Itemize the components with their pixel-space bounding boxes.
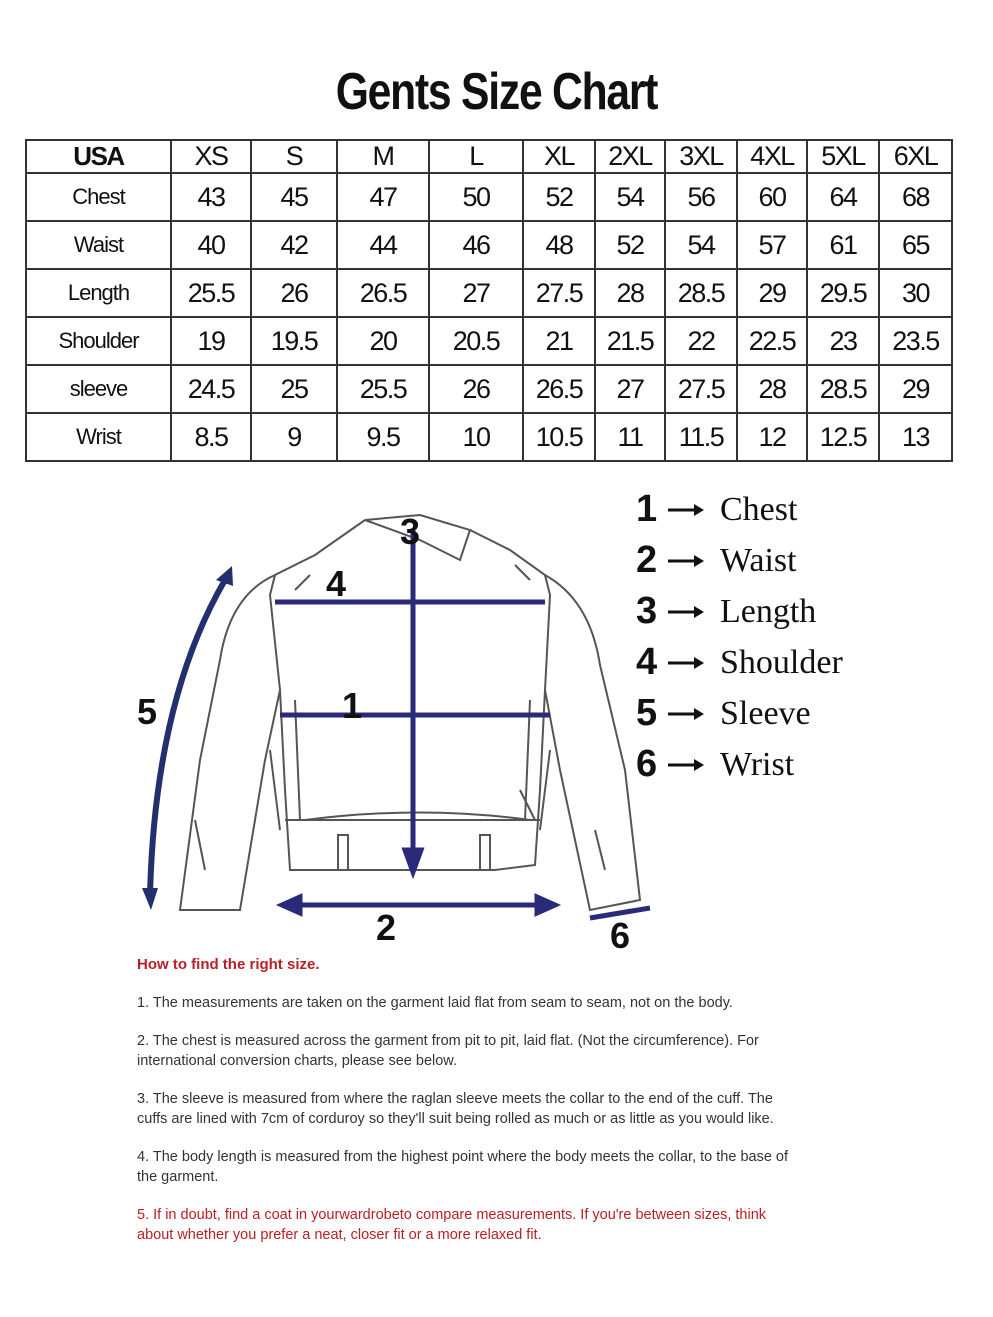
table-header-cell: 6XL (879, 140, 952, 173)
legend-number: 4 (636, 641, 658, 683)
table-cell: 26.5 (337, 269, 429, 317)
legend-label: Shoulder (720, 643, 843, 681)
table-header-cell: XS (171, 140, 251, 173)
table-cell: 10.5 (523, 413, 595, 461)
table-cell: 12 (737, 413, 807, 461)
table-cell: 21 (523, 317, 595, 365)
waist-arrowhead-right (537, 897, 555, 913)
note-item-1: 1. The measurements are taken on the garment laid flat from seam to seam, not on the body. (137, 994, 733, 1011)
table-row (26, 173, 952, 221)
table-cell: 28.5 (665, 269, 737, 317)
table-cell: 47 (337, 173, 429, 221)
sizing-notes (137, 955, 797, 1264)
marker-3: 3 (400, 511, 421, 552)
table-cell: 45 (251, 173, 337, 221)
table-cell: 50 (429, 173, 523, 221)
right-arrow-icon (666, 500, 706, 520)
legend-label: Length (720, 592, 817, 630)
table-header-row (26, 140, 952, 173)
table-header-cell: 2XL (595, 140, 665, 173)
table-cell: 54 (665, 221, 737, 269)
table-cell: 8.5 (171, 413, 251, 461)
table-cell: 25 (251, 365, 337, 413)
right-arrow-icon (666, 653, 706, 673)
marker-1: 1 (342, 685, 363, 726)
legend-number: 2 (636, 539, 658, 581)
table-cell: 22 (665, 317, 737, 365)
table-cell: 29.5 (807, 269, 879, 317)
page-title: Gents Size Chart (335, 63, 658, 121)
table-cell: 25.5 (171, 269, 251, 317)
legend-label: Chest (720, 490, 798, 528)
table-cell: 28 (737, 365, 807, 413)
table-row (26, 317, 952, 365)
table-cell: 9 (251, 413, 337, 461)
table-cell: 61 (807, 221, 879, 269)
table-cell: 21.5 (595, 317, 665, 365)
row-label: Waist (26, 221, 171, 269)
table-header-cell: M (337, 140, 429, 173)
table-cell: 23 (807, 317, 879, 365)
table-cell: 27 (429, 269, 523, 317)
legend-number: 6 (636, 743, 658, 785)
marker-5: 5 (137, 691, 158, 732)
table-cell: 11 (595, 413, 665, 461)
table-cell: 24.5 (171, 365, 251, 413)
table-cell: 19 (171, 317, 251, 365)
table-cell: 9.5 (337, 413, 429, 461)
table-cell: 48 (523, 221, 595, 269)
table-cell: 54 (595, 173, 665, 221)
table-cell: 68 (879, 173, 952, 221)
right-arrow-icon (666, 755, 706, 775)
table-cell: 27.5 (523, 269, 595, 317)
table-cell: 26 (251, 269, 337, 317)
table-cell: 44 (337, 221, 429, 269)
table-cell: 56 (665, 173, 737, 221)
legend-item (636, 637, 966, 688)
table-header-cell: XL (523, 140, 595, 173)
table-cell: 52 (523, 173, 595, 221)
row-label: Shoulder (26, 317, 171, 365)
table-cell: 57 (737, 221, 807, 269)
marker-6: 6 (610, 915, 631, 956)
table-cell: 40 (171, 221, 251, 269)
right-arrow-icon (666, 602, 706, 622)
legend-number: 5 (636, 692, 658, 734)
table-header-cell: S (251, 140, 337, 173)
note-item-5: 5. If in doubt, find a coat in yourwardrobeto compare measurements. If you're between sizes, think about whether you prefer a neat, closer fit or a more relaxed fit. (137, 1207, 767, 1243)
table-cell: 23.5 (879, 317, 952, 365)
table-cell: 42 (251, 221, 337, 269)
table-header-cell: L (429, 140, 523, 173)
legend-number: 3 (636, 590, 658, 632)
right-arrow-icon (666, 551, 706, 571)
table-cell: 46 (429, 221, 523, 269)
table-cell: 65 (879, 221, 952, 269)
table-cell: 25.5 (337, 365, 429, 413)
row-label: Chest (26, 173, 171, 221)
table-cell: 52 (595, 221, 665, 269)
notes-heading: How to find the right size. (137, 956, 320, 973)
table-cell: 27.5 (665, 365, 737, 413)
table-cell: 64 (807, 173, 879, 221)
table-cell: 29 (879, 365, 952, 413)
legend-item (636, 484, 966, 535)
jacket-diagram (120, 500, 660, 960)
note-item-4: 4. The body length is measured from the highest point where the body meets the collar, to the base of the garment. (137, 1149, 789, 1185)
table-cell: 26 (429, 365, 523, 413)
table-cell: 28 (595, 269, 665, 317)
table-row (26, 365, 952, 413)
row-label: sleeve (26, 365, 171, 413)
marker-4: 4 (326, 563, 347, 604)
table-header-cell: 3XL (665, 140, 737, 173)
table-row (26, 221, 952, 269)
size-chart-table (25, 139, 953, 462)
table-cell: 27 (595, 365, 665, 413)
table-cell: 13 (879, 413, 952, 461)
table-row (26, 413, 952, 461)
table-cell: 22.5 (737, 317, 807, 365)
table-header-cell: 5XL (807, 140, 879, 173)
table-cell: 20.5 (429, 317, 523, 365)
table-cell: 30 (879, 269, 952, 317)
measurement-legend (636, 484, 966, 790)
table-cell: 12.5 (807, 413, 879, 461)
legend-number: 1 (636, 488, 658, 530)
table-cell: 60 (737, 173, 807, 221)
waist-arrowhead-left (282, 897, 300, 913)
legend-label: Sleeve (720, 694, 811, 732)
diagram-markers (137, 511, 630, 956)
table-cell: 11.5 (665, 413, 737, 461)
row-label: Wrist (26, 413, 171, 461)
legend-label: Wrist (720, 745, 795, 783)
table-cell: 28.5 (807, 365, 879, 413)
note-item-2: 2. The chest is measured across the garment from pit to pit, laid flat. (Not the circumference). For international conversion charts, please see below. (137, 1033, 759, 1069)
table-cell: 43 (171, 173, 251, 221)
legend-label: Waist (720, 541, 797, 579)
marker-2: 2 (376, 907, 397, 948)
legend-item (636, 688, 966, 739)
note-item-3: 3. The sleeve is measured from where the raglan sleeve meets the collar to the end of the cuff. The cuffs are lined with 7cm of corduroy so they'll suit being rolled as much or as little as you would like. (137, 1091, 774, 1127)
table-row (26, 269, 952, 317)
table-cell: 26.5 (523, 365, 595, 413)
table-cell: 10 (429, 413, 523, 461)
legend-item (636, 586, 966, 637)
legend-item (636, 739, 966, 790)
table-cell: 29 (737, 269, 807, 317)
table-cell: 20 (337, 317, 429, 365)
table-cell: 19.5 (251, 317, 337, 365)
table-header-cell: USA (26, 140, 171, 173)
legend-item (636, 535, 966, 586)
table-header-cell: 4XL (737, 140, 807, 173)
length-arrowhead (405, 850, 421, 872)
row-label: Length (26, 269, 171, 317)
right-arrow-icon (666, 704, 706, 724)
